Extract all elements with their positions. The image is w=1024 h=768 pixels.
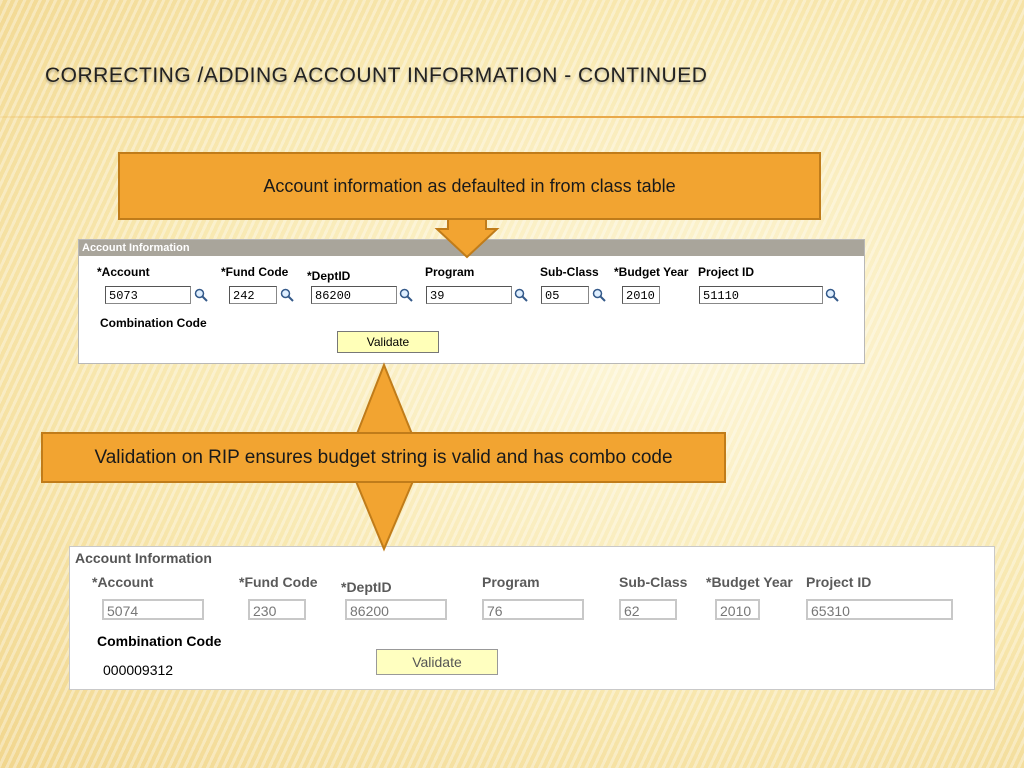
project-id-label: Project ID: [806, 574, 872, 590]
panel-header: Account Information: [75, 550, 212, 566]
sub-class-label: Sub-Class: [619, 574, 688, 590]
panel-header: Account Information: [79, 240, 864, 256]
account-lookup-icon[interactable]: [194, 288, 208, 302]
deptid-field: 86200: [345, 599, 447, 620]
slide-title: CORRECTING /ADDING ACCOUNT INFORMATION - CONTINUED: [45, 64, 708, 87]
fund-code-input[interactable]: 242: [229, 286, 277, 304]
budget-year-input[interactable]: 2010: [622, 286, 660, 304]
budget-year-label: *Budget Year: [706, 574, 793, 590]
validate-button[interactable]: Validate: [337, 331, 439, 353]
account-information-panel-after: [69, 546, 995, 690]
callout-validation: [41, 432, 726, 483]
deptid-input[interactable]: 86200: [311, 286, 397, 304]
sub-class-input[interactable]: 05: [541, 286, 589, 304]
budget-year-field: 2010: [715, 599, 760, 620]
sub-class-label: Sub-Class: [540, 265, 599, 279]
combination-code-label: Combination Code: [97, 633, 222, 649]
account-field: 5074: [102, 599, 204, 620]
callout-defaulted-info: [118, 152, 821, 220]
validate-button[interactable]: Validate: [376, 649, 498, 675]
program-input[interactable]: 39: [426, 286, 512, 304]
down-arrow-icon: [436, 219, 498, 259]
account-label: *Account: [92, 574, 154, 590]
project-id-label: Project ID: [698, 265, 755, 279]
fund-code-label: *Fund Code: [221, 265, 289, 279]
deptid-label: *DeptID: [307, 269, 351, 283]
project-id-field: 65310: [806, 599, 953, 620]
project-id-input[interactable]: 51110: [699, 286, 823, 304]
sub-class-lookup-icon[interactable]: [592, 288, 606, 302]
sub-class-field: 62: [619, 599, 677, 620]
callout-validation-text: Validation on RIP ensures budget string is valid and has combo code: [94, 446, 673, 468]
program-label: Program: [482, 574, 540, 590]
account-input[interactable]: 5073: [105, 286, 191, 304]
deptid-lookup-icon[interactable]: [399, 288, 413, 302]
deptid-label: *DeptID: [341, 579, 392, 595]
budget-year-label: *Budget Year: [614, 265, 689, 279]
fund-code-lookup-icon[interactable]: [280, 288, 294, 302]
fund-code-field: 230: [248, 599, 306, 620]
project-id-lookup-icon[interactable]: [825, 288, 839, 302]
fund-code-label: *Fund Code: [239, 574, 318, 590]
callout-defaulted-text: Account information as defaulted in from class table: [263, 175, 676, 196]
program-lookup-icon[interactable]: [514, 288, 528, 302]
program-field: 76: [482, 599, 584, 620]
combination-code-label: Combination Code: [100, 316, 207, 330]
combination-code-value: 000009312: [103, 662, 174, 678]
program-label: Program: [425, 265, 475, 279]
title-divider: [0, 116, 1024, 118]
account-label: *Account: [97, 265, 150, 279]
